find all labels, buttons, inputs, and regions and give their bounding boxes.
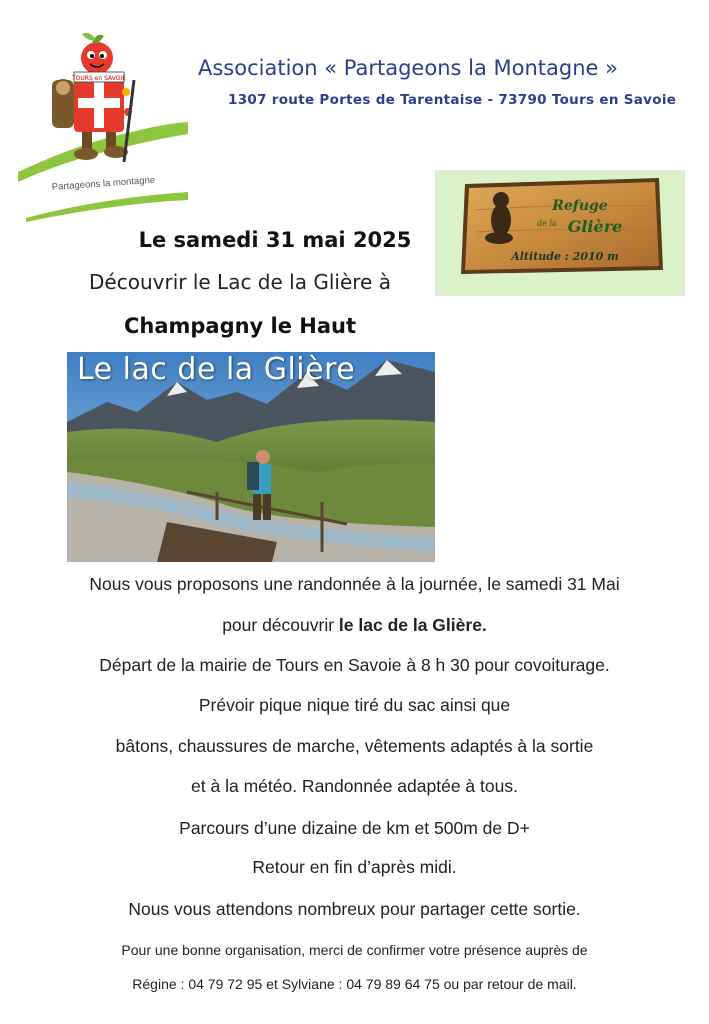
body-line-7: Parcours d’une dizaine de km et 500m de D+	[179, 818, 530, 838]
svg-text:Glière: Glière	[567, 217, 623, 236]
body-line-8: Retour en fin d’après midi.	[252, 857, 457, 877]
footer-line-2: Régine : 04 79 72 95 et Sylviane : 04 79 89 64 75 ou par retour de mail.	[132, 976, 577, 992]
photo-title: Le lac de la Glière	[77, 352, 356, 387]
body-line-6: et à la météo. Randonnée adaptée à tous.	[191, 776, 518, 796]
svg-text:de la: de la	[537, 219, 557, 228]
association-logo	[12, 22, 192, 222]
body-line-2: pour découvrir le lac de la Glière.	[222, 615, 487, 635]
event-subtitle: Découvrir le Lac de la Glière à	[89, 270, 391, 294]
event-date: Le samedi 31 mai 2025	[138, 228, 412, 252]
body-line-3: Départ de la mairie de Tours en Savoie à 8 h 30 pour covoiturage.	[99, 655, 610, 675]
svg-text:TOURS en SAVOIE: TOURS en SAVOIE	[72, 75, 126, 82]
lake-photo	[67, 352, 435, 562]
event-place: Champagny le Haut	[123, 314, 357, 338]
body-line-4: Prévoir pique nique tiré du sac ainsi que	[198, 695, 511, 715]
body-line-5: bâtons, chaussures de marche, vêtements adaptés à la sortie	[115, 736, 594, 756]
lake-name-bold: le lac de la Glière.	[338, 615, 487, 635]
svg-text:Partageons la montagne: Partageons la montagne	[51, 174, 156, 193]
footer-line-1: Pour une bonne organisation, merci de confirmer votre présence auprès de	[121, 942, 588, 958]
mascot-hiker-logo-icon	[12, 22, 192, 222]
body-line-9: Nous vous attendons nombreux pour partager cette sortie.	[128, 899, 581, 919]
association-title: Association « Partageons la Montagne »	[198, 56, 618, 80]
body-line-1: Nous vous proposons une randonnée à la journée, le samedi 31 Mai	[89, 574, 620, 594]
refuge-sign-image	[435, 170, 685, 296]
association-address: 1307 route Portes de Tarentaise - 73790 Tours en Savoie	[228, 92, 677, 108]
svg-text:Altitude : 2010 m: Altitude : 2010 m	[511, 250, 619, 263]
svg-text:Refuge: Refuge	[552, 198, 608, 214]
